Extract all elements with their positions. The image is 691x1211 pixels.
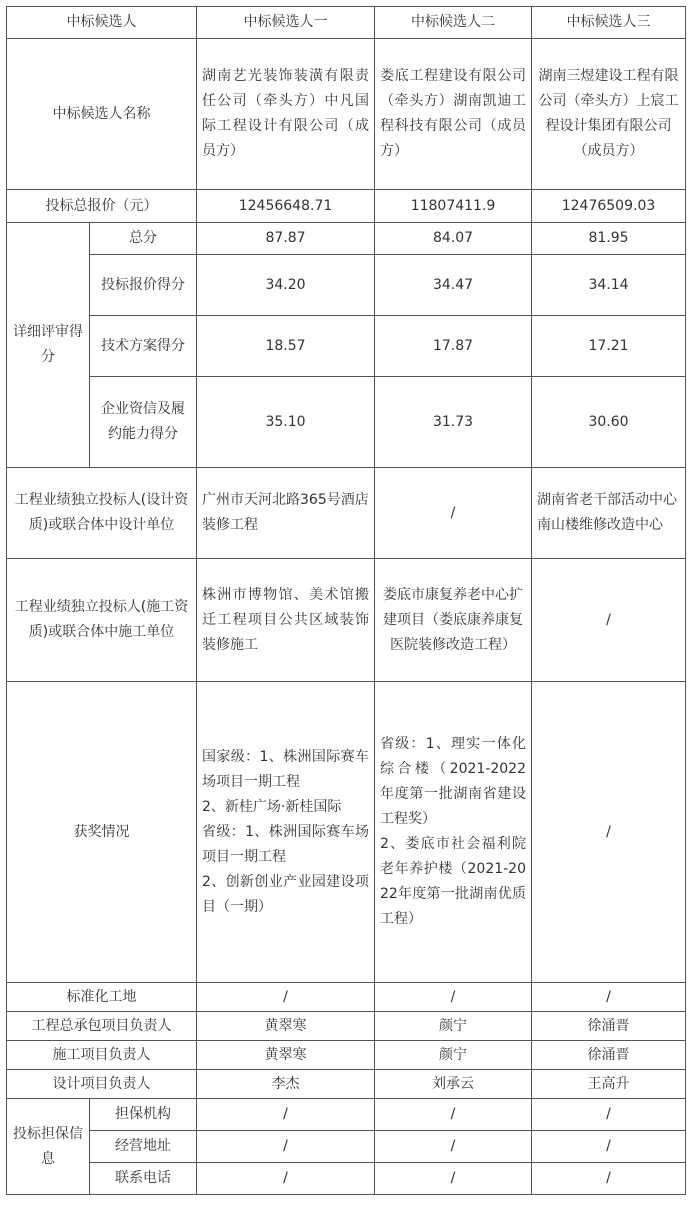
score-label: 投标报价得分 bbox=[90, 255, 197, 316]
guarantee-label: 联系电话 bbox=[90, 1163, 197, 1195]
guarantee-value: / bbox=[532, 1131, 686, 1163]
header-candidate-3: 中标候选人三 bbox=[532, 7, 686, 39]
guarantee-row-agency bbox=[7, 1099, 686, 1131]
candidate-name-row bbox=[7, 39, 686, 190]
bid-price-label: 投标总报价（元） bbox=[7, 190, 197, 223]
standard-site-2: / bbox=[375, 983, 532, 1012]
candidate-name-1: 湖南艺光装饰装潢有限责任公司（牵头方）中凡国际工程设计有限公司（成员方） bbox=[197, 39, 375, 190]
awards-2 bbox=[375, 682, 532, 983]
award-line: 省级：1、株洲国际赛车场项目一期工程 bbox=[202, 823, 369, 865]
score-label: 企业资信及履约能力得分 bbox=[90, 377, 197, 468]
general-manager-row bbox=[7, 1012, 686, 1041]
bid-price-1: 12456648.71 bbox=[197, 190, 375, 223]
score-value: 34.20 bbox=[197, 255, 375, 316]
construction-performance-1: 株洲市博物馆、美术馆搬迁工程项目公共区域装饰装修施工 bbox=[197, 559, 375, 682]
construction-manager-row bbox=[7, 1041, 686, 1070]
awards-row bbox=[7, 682, 686, 983]
score-row-credit bbox=[7, 377, 686, 468]
construction-performance-label: 工程业绩独立投标人(施工资质)或联合体中施工单位 bbox=[7, 559, 197, 682]
guarantee-label: 经营地址 bbox=[90, 1131, 197, 1163]
candidate-name-2: 娄底工程建设有限公司（牵头方）湖南凯迪工程科技有限公司（成员方） bbox=[375, 39, 532, 190]
general-manager-1: 黄翠寒 bbox=[197, 1012, 375, 1041]
header-candidate-1: 中标候选人一 bbox=[197, 7, 375, 39]
score-value: 34.14 bbox=[532, 255, 686, 316]
guarantee-value: / bbox=[375, 1099, 532, 1131]
guarantee-value: / bbox=[197, 1099, 375, 1131]
construction-performance-3: / bbox=[532, 559, 686, 682]
bid-price-3: 12476509.03 bbox=[532, 190, 686, 223]
guarantee-group-label: 投标担保信息 bbox=[7, 1099, 90, 1195]
design-manager-row bbox=[7, 1070, 686, 1099]
score-label: 技术方案得分 bbox=[90, 316, 197, 377]
score-row-total bbox=[7, 223, 686, 255]
bid-price-2: 11807411.9 bbox=[375, 190, 532, 223]
score-value: 35.10 bbox=[197, 377, 375, 468]
design-manager-label: 设计项目负责人 bbox=[7, 1070, 197, 1099]
construction-performance-2: 娄底市康复养老中心扩建项目（娄底康养康复医院装修改造工程） bbox=[375, 559, 532, 682]
construction-performance-row bbox=[7, 559, 686, 682]
bid-candidates-table bbox=[6, 6, 686, 1195]
general-manager-label: 工程总承包项目负责人 bbox=[7, 1012, 197, 1041]
guarantee-value: / bbox=[197, 1163, 375, 1195]
score-value: 17.21 bbox=[532, 316, 686, 377]
guarantee-value: / bbox=[375, 1131, 532, 1163]
guarantee-row-address bbox=[7, 1131, 686, 1163]
candidate-name-3: 湖南三煜建设工程有限公司（牵头方）上宸工程设计集团有限公司（成员方） bbox=[532, 39, 686, 190]
awards-label: 获奖情况 bbox=[7, 682, 197, 983]
header-candidate-2: 中标候选人二 bbox=[375, 7, 532, 39]
construction-manager-3: 徐涌晋 bbox=[532, 1041, 686, 1070]
standard-site-3: / bbox=[532, 983, 686, 1012]
score-value: 84.07 bbox=[375, 223, 532, 255]
guarantee-value: / bbox=[532, 1099, 686, 1131]
design-performance-2: / bbox=[375, 468, 532, 559]
design-manager-2: 刘承云 bbox=[375, 1070, 532, 1099]
design-manager-1: 李杰 bbox=[197, 1070, 375, 1099]
design-performance-1: 广州市天河北路365号酒店装修工程 bbox=[197, 468, 375, 559]
score-label: 总分 bbox=[90, 223, 197, 255]
award-line: 2、创新创业产业园建设项目（一期） bbox=[202, 873, 369, 915]
guarantee-row-phone bbox=[7, 1163, 686, 1195]
guarantee-value: / bbox=[532, 1163, 686, 1195]
standard-site-row bbox=[7, 983, 686, 1012]
award-line: 省级：1、理实一体化综合楼（2021-2022年度第一批湖南省建设工程奖） bbox=[380, 736, 526, 827]
general-manager-3: 徐涌晋 bbox=[532, 1012, 686, 1041]
candidate-name-label: 中标候选人名称 bbox=[7, 39, 197, 190]
award-line: 国家级：1、株洲国际赛车场项目一期工程 bbox=[202, 748, 369, 790]
score-value: 81.95 bbox=[532, 223, 686, 255]
award-line: 2、娄底市社会福利院老年养护楼（2021-2022年度第一批湖南优质工程） bbox=[380, 836, 526, 927]
design-performance-label: 工程业绩独立投标人(设计资质)或联合体中设计单位 bbox=[7, 468, 197, 559]
design-manager-3: 王高升 bbox=[532, 1070, 686, 1099]
score-row-price bbox=[7, 255, 686, 316]
construction-manager-label: 施工项目负责人 bbox=[7, 1041, 197, 1070]
score-value: 34.47 bbox=[375, 255, 532, 316]
guarantee-label: 担保机构 bbox=[90, 1099, 197, 1131]
score-value: 17.87 bbox=[375, 316, 532, 377]
score-value: 31.73 bbox=[375, 377, 532, 468]
score-value: 18.57 bbox=[197, 316, 375, 377]
standard-site-1: / bbox=[197, 983, 375, 1012]
header-row bbox=[7, 7, 686, 39]
header-label: 中标候选人 bbox=[7, 7, 197, 39]
score-row-technical bbox=[7, 316, 686, 377]
guarantee-value: / bbox=[375, 1163, 532, 1195]
award-line: 2、新桂广场·新桂国际 bbox=[202, 798, 342, 815]
general-manager-2: 颜宁 bbox=[375, 1012, 532, 1041]
awards-1 bbox=[197, 682, 375, 983]
design-performance-row bbox=[7, 468, 686, 559]
guarantee-value: / bbox=[197, 1131, 375, 1163]
bid-price-row bbox=[7, 190, 686, 223]
construction-manager-2: 颜宁 bbox=[375, 1041, 532, 1070]
design-performance-3: 湖南省老干部活动中心南山楼维修改造中心 bbox=[532, 468, 686, 559]
standard-site-label: 标准化工地 bbox=[7, 983, 197, 1012]
score-value: 87.87 bbox=[197, 223, 375, 255]
score-group-label: 详细评审得分 bbox=[7, 223, 90, 468]
awards-3: / bbox=[532, 682, 686, 983]
score-value: 30.60 bbox=[532, 377, 686, 468]
construction-manager-1: 黄翠寒 bbox=[197, 1041, 375, 1070]
